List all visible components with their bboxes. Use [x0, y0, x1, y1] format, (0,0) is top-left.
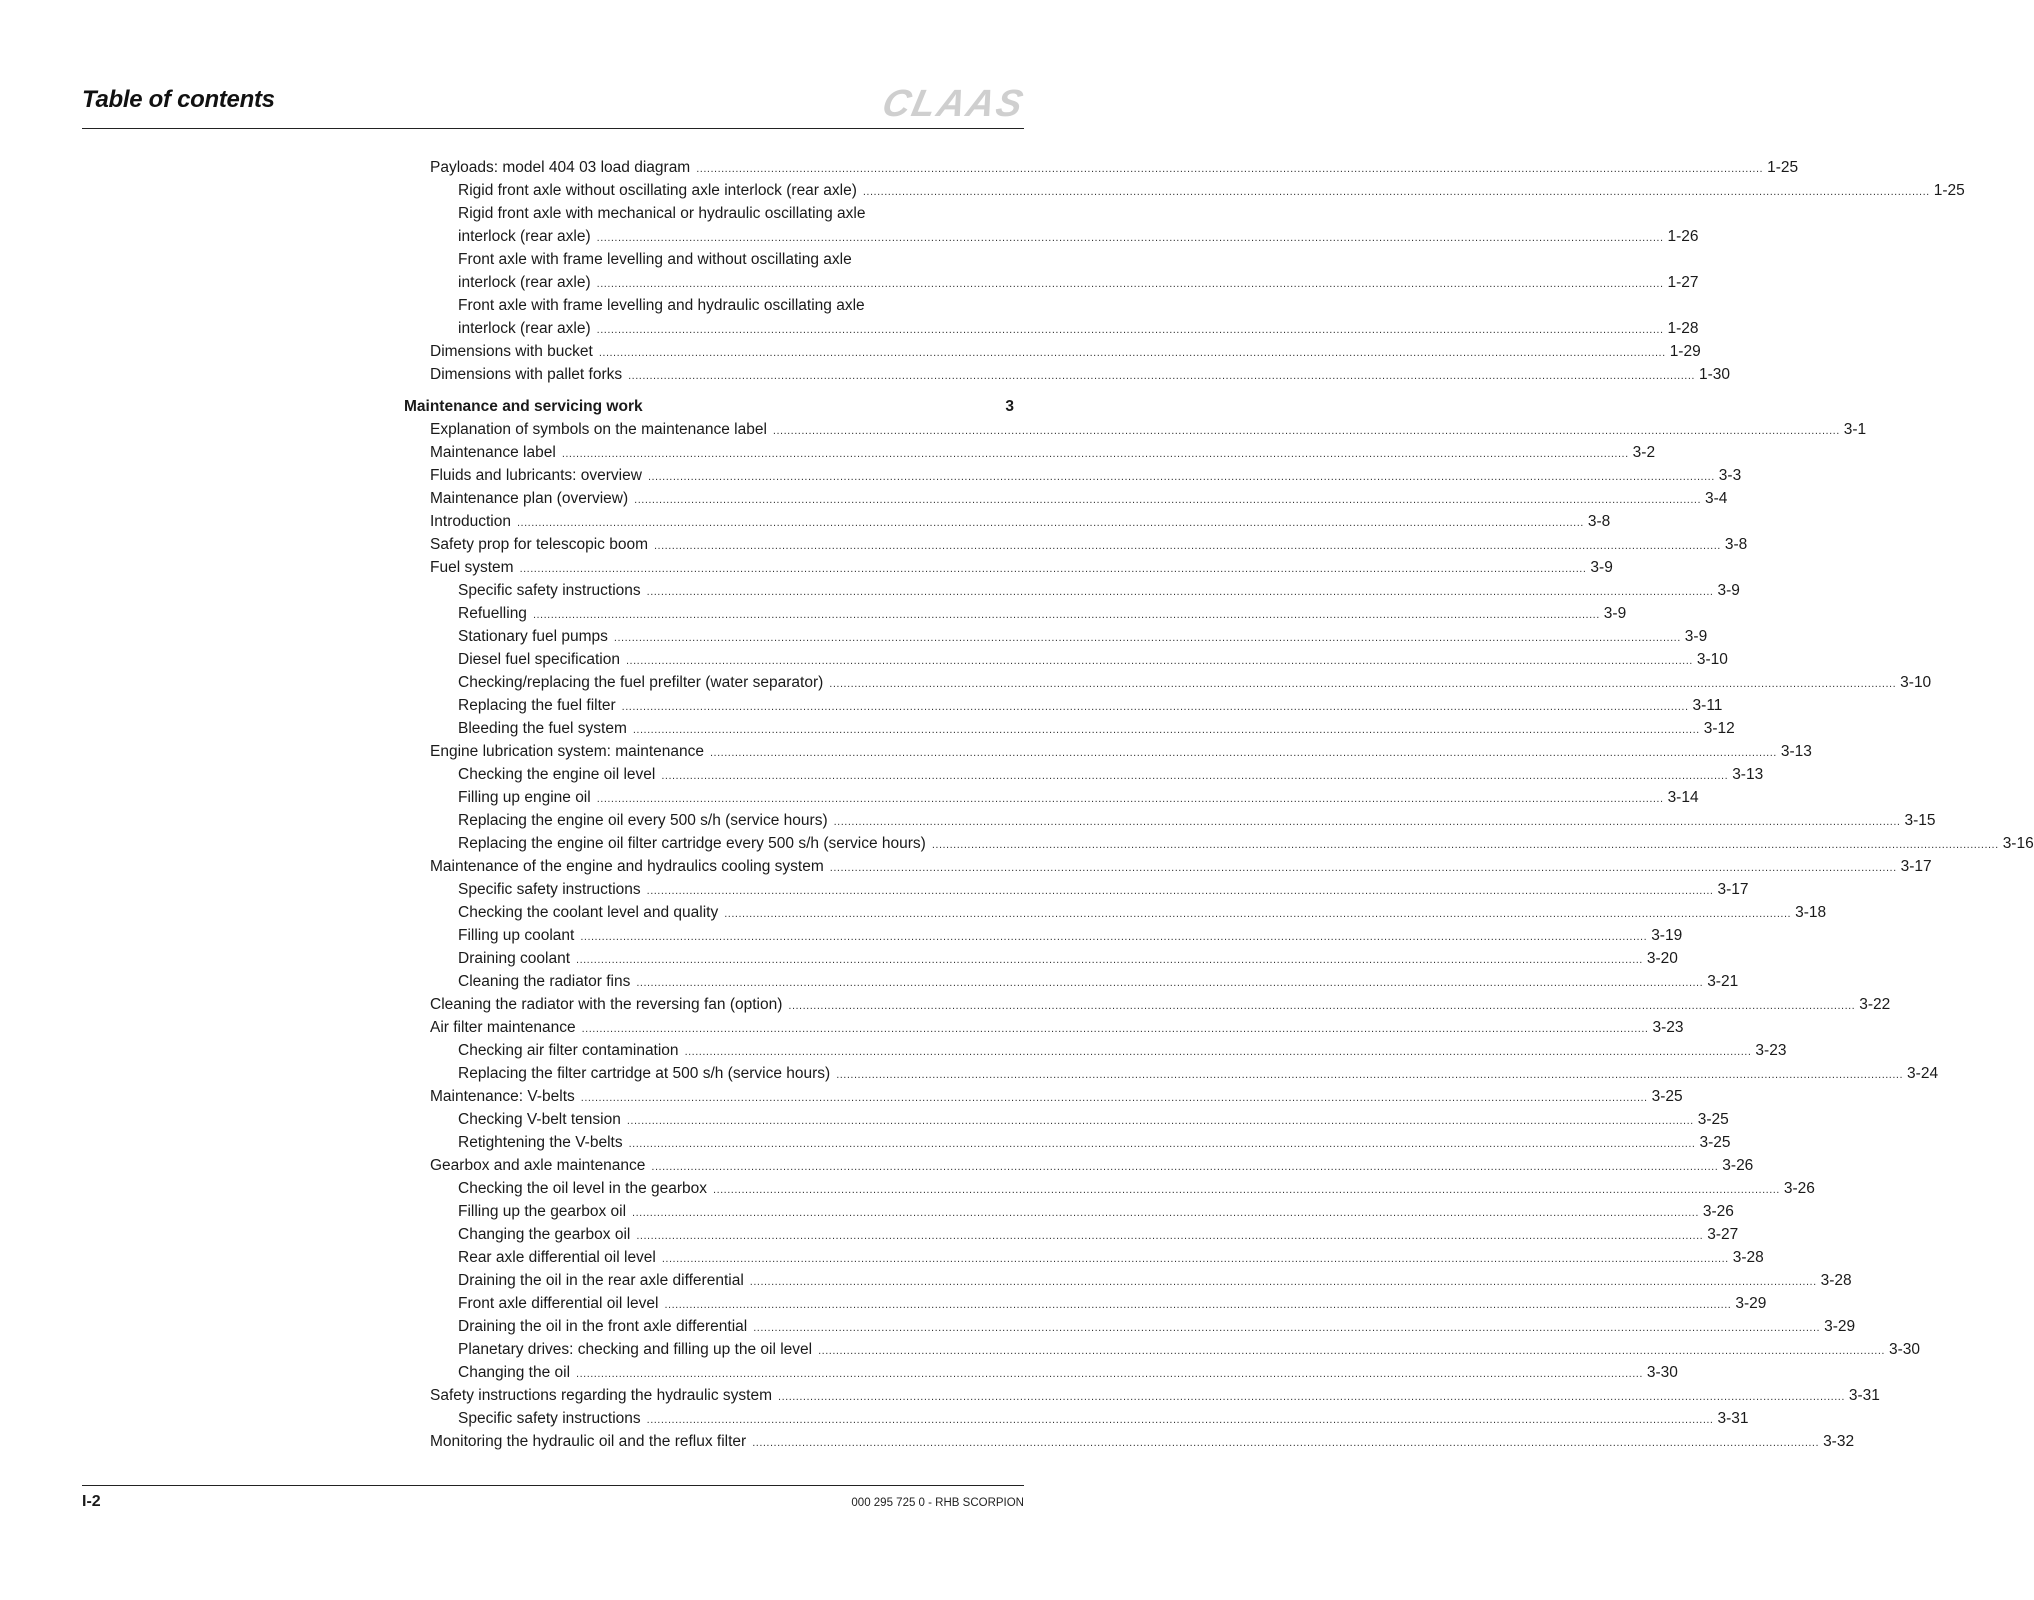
toc-entry-title: Bleeding the fuel system — [458, 720, 627, 737]
toc-entry[interactable] — [404, 271, 1699, 294]
toc-entry-page: 3-15 — [1904, 812, 1936, 829]
toc-entry[interactable] — [404, 947, 1678, 970]
toc-entry-title: Refuelling — [458, 605, 527, 622]
toc-entry[interactable] — [404, 556, 1613, 579]
toc-leader-dots: ............................................................................................................................................................................................................................................................................................................ — [651, 1161, 1719, 1173]
toc-leader-dots: ............................................................................................................................................................................................................................................................................................................ — [788, 1000, 1856, 1012]
page-header — [82, 83, 1029, 128]
toc-entry-title: interlock (rear axle) — [458, 228, 591, 245]
toc-leader-dots: ............................................................................................................................................................................................................................................................................................................ — [580, 1092, 1648, 1104]
table-of-contents — [404, 156, 2034, 1453]
toc-entry-title: Changing the gearbox oil — [458, 1226, 631, 1243]
toc-entry[interactable] — [404, 179, 1965, 202]
toc-entry-page: 3-10 — [1696, 651, 1728, 668]
toc-leader-dots: ............................................................................................................................................................................................................................................................................................................ — [696, 163, 1764, 175]
toc-entry-title: Dimensions with bucket — [430, 343, 593, 360]
toc-entry[interactable] — [404, 317, 1699, 340]
toc-leader-dots: ............................................................................................................................................................................................................................................................................................................ — [598, 347, 1666, 359]
toc-entry[interactable] — [404, 340, 1701, 363]
toc-leader-dots: ............................................................................................................................................................................................................................................................................................................ — [532, 609, 1600, 621]
toc-leader-dots: ............................................................................................................................................................................................................................................................................................................ — [752, 1437, 1820, 1449]
toc-entry-page: 3-31 — [1717, 1410, 1749, 1427]
toc-entry[interactable] — [404, 1200, 1734, 1223]
toc-leader-dots: ............................................................................................................................................................................................................................................................................................................ — [621, 701, 1689, 713]
toc-entry-title: Cleaning the radiator fins — [458, 973, 631, 990]
toc-entry-title: Cleaning the radiator with the reversing fan (option) — [430, 996, 783, 1013]
toc-top-group — [404, 156, 1965, 386]
toc-leader-dots: ............................................................................................................................................................................................................................................................................................................ — [626, 1115, 1694, 1127]
toc-entry[interactable] — [404, 1223, 1739, 1246]
toc-entry-title: Safety prop for telescopic boom — [430, 536, 648, 553]
toc-leader-dots: ............................................................................................................................................................................................................................................................................................................ — [561, 448, 1629, 460]
toc-entry-title: Engine lubrication system: maintenance — [430, 743, 704, 760]
toc-entry-page: 3-30 — [1646, 1364, 1678, 1381]
toc-entry[interactable] — [404, 363, 1730, 386]
toc-entry-page: 1-26 — [1667, 228, 1699, 245]
toc-entry-page: 3-11 — [1692, 697, 1723, 714]
toc-entry-title: Maintenance plan (overview) — [430, 490, 629, 507]
toc-entry-title: Fluids and lubricants: overview — [430, 467, 642, 484]
toc-entry-page: 3-19 — [1651, 927, 1683, 944]
toc-entry-page: 3-21 — [1707, 973, 1739, 990]
toc-entry-title: Rigid front axle with mechanical or hydraulic oscillating axle — [458, 205, 866, 222]
toc-entry-page: 3-29 — [1735, 1295, 1767, 1312]
toc-entry-title: Air filter maintenance — [430, 1019, 576, 1036]
toc-entry-page: 3-10 — [1900, 674, 1932, 691]
toc-leader-dots: ............................................................................................................................................................................................................................................................................................................ — [664, 1299, 1732, 1311]
toc-entry[interactable] — [404, 1016, 1684, 1039]
toc-entry-title: Specific safety instructions — [458, 881, 641, 898]
toc-leader-dots: ............................................................................................................................................................................................................................................................................................................ — [581, 1023, 1649, 1035]
toc-entry-title: Replacing the engine oil every 500 s/h (service hours) — [458, 812, 828, 829]
toc-entry[interactable] — [404, 602, 1627, 625]
toc-entry[interactable] — [404, 970, 1739, 993]
toc-entry-page: 3-23 — [1755, 1042, 1787, 1059]
toc-entry-title: Checking the oil level in the gearbox — [458, 1180, 708, 1197]
toc-entry-page: 3-22 — [1859, 996, 1891, 1013]
toc-leader-dots: ............................................................................................................................................................................................................................................................................................................ — [709, 747, 1777, 759]
toc-section-heading[interactable] — [404, 395, 1024, 418]
toc-entry-page: 1-25 — [1933, 182, 1965, 199]
toc-entry-title: Monitoring the hydraulic oil and the reflux filter — [430, 1433, 747, 1450]
toc-entry[interactable] — [404, 225, 1699, 248]
toc-entry-title: Filling up the gearbox oil — [458, 1203, 627, 1220]
toc-entry-page: 3-3 — [1718, 467, 1742, 484]
toc-leader-dots: ............................................................................................................................................................................................................................................................................................................ — [576, 954, 1643, 966]
toc-leader-dots: ............................................................................................................................................................................................................................................................................................................ — [772, 425, 1840, 437]
toc-entry-title: Maintenance of the engine and hydraulics cooling system — [430, 858, 824, 875]
toc-entry-title: interlock (rear axle) — [458, 274, 591, 291]
toc-leader-dots: ............................................................................................................................................................................................................................................................................................................ — [684, 1046, 1752, 1058]
toc-entry-page: 3-12 — [1703, 720, 1735, 737]
toc-leader-dots: ............................................................................................................................................................................................................................................................................................................ — [724, 908, 1792, 920]
toc-entry[interactable] — [404, 648, 1728, 671]
toc-entry-title: Checking V-belt tension — [458, 1111, 621, 1128]
section-page: 3 — [1005, 398, 1014, 415]
toc-entry-page: 3-8 — [1587, 513, 1611, 530]
toc-entry[interactable] — [404, 740, 1812, 763]
toc-entry[interactable] — [404, 1108, 1729, 1131]
toc-entry-page: 3-24 — [1907, 1065, 1939, 1082]
toc-entry-title: Replacing the engine oil filter cartridge every 500 s/h (service hours) — [458, 835, 926, 852]
toc-leader-dots: ............................................................................................................................................................................................................................................................................................................ — [632, 1207, 1699, 1219]
toc-entry-page: 3-28 — [1732, 1249, 1764, 1266]
toc-leader-dots: ............................................................................................................................................................................................................................................................................................................ — [596, 793, 1664, 805]
toc-entry-title: Replacing the fuel filter — [458, 697, 616, 714]
toc-entry-page: 3-29 — [1824, 1318, 1856, 1335]
toc-entry-page: 3-14 — [1667, 789, 1699, 806]
toc-entry-page: 3-13 — [1732, 766, 1764, 783]
toc-leader-dots: ............................................................................................................................................................................................................................................................................................................ — [646, 1414, 1714, 1426]
header-divider — [82, 128, 1024, 129]
toc-entry-page: 3-2 — [1632, 444, 1656, 461]
toc-leader-dots: ............................................................................................................................................................................................................................................................................................................ — [713, 1184, 1780, 1196]
toc-entry-page: 3-28 — [1820, 1272, 1852, 1289]
toc-entry-title: Checking the coolant level and quality — [458, 904, 719, 921]
toc-leader-dots: ............................................................................................................................................................................................................................................................................................................ — [653, 540, 1721, 552]
toc-entry[interactable] — [404, 1085, 1683, 1108]
toc-entry-page: 3-4 — [1705, 490, 1728, 507]
toc-entry-page: 3-9 — [1717, 582, 1740, 599]
toc-entry-title: Checking/replacing the fuel prefilter (water separator) — [458, 674, 824, 691]
toc-entry[interactable] — [404, 1430, 1855, 1453]
toc-entry[interactable] — [404, 786, 1699, 809]
toc-entry[interactable] — [404, 487, 1728, 510]
toc-leader-dots: ............................................................................................................................................................................................................................................................................................................ — [829, 862, 1897, 874]
toc-entry[interactable] — [404, 294, 1024, 317]
toc-entry-title: Draining the oil in the rear axle differential — [458, 1272, 744, 1289]
toc-entry[interactable] — [404, 671, 1932, 694]
toc-entry-title: Specific safety instructions — [458, 582, 641, 599]
toc-entry-title: Changing the oil — [458, 1364, 571, 1381]
toc-entry-title: Filling up engine oil — [458, 789, 591, 806]
toc-leader-dots: ............................................................................................................................................................................................................................................................................................................ — [596, 232, 1664, 244]
toc-section-group — [404, 418, 2034, 1453]
toc-leader-dots: ............................................................................................................................................................................................................................................................................................................ — [596, 324, 1664, 336]
toc-entry-title: Fuel system — [430, 559, 514, 576]
toc-entry-page: 3-30 — [1888, 1341, 1921, 1358]
toc-entry[interactable] — [404, 832, 2034, 855]
page-title: Table of contents — [82, 86, 275, 113]
toc-leader-dots: ............................................................................................................................................................................................................................................................................................................ — [636, 1230, 1704, 1242]
toc-entry[interactable] — [404, 1361, 1678, 1384]
toc-entry-title: Maintenance: V-belts — [430, 1088, 575, 1105]
toc-leader-dots: ............................................................................................................................................................................................................................................................................................................ — [836, 1069, 1904, 1081]
toc-leader-dots: ............................................................................................................................................................................................................................................................................................................ — [931, 839, 1999, 851]
toc-entry-title: Specific safety instructions — [458, 1410, 641, 1427]
toc-leader-dots: ............................................................................................................................................................................................................................................................................................................ — [517, 517, 1584, 529]
toc-entry-page: 3-31 — [1848, 1387, 1880, 1404]
toc-leader-dots: ............................................................................................................................................................................................................................................................................................................ — [519, 563, 1587, 575]
toc-leader-dots: ............................................................................................................................................................................................................................................................................................................ — [778, 1391, 1845, 1403]
toc-leader-dots: ............................................................................................................................................................................................................................................................................................................ — [862, 186, 1930, 198]
toc-entry-page: 3-9 — [1684, 628, 1708, 645]
toc-entry-title: Planetary drives: checking and filling up the oil level — [458, 1341, 813, 1358]
toc-leader-dots: ............................................................................................................................................................................................................................................................................................................ — [634, 494, 1702, 506]
toc-entry-title: Rear axle differential oil level — [458, 1249, 656, 1266]
page-number: I-2 — [82, 1493, 101, 1510]
toc-entry-page: 3-9 — [1603, 605, 1627, 622]
toc-entry[interactable] — [404, 464, 1742, 487]
toc-entry[interactable] — [404, 1154, 1754, 1177]
toc-entry-title: Front axle with frame levelling and hydraulic oscillating axle — [458, 297, 865, 314]
toc-entry[interactable] — [404, 1246, 1764, 1269]
toc-leader-dots: ............................................................................................................................................................................................................................................................................................................ — [625, 655, 1693, 667]
toc-entry[interactable] — [404, 202, 1024, 225]
toc-entry-page: 3-26 — [1702, 1203, 1734, 1220]
toc-leader-dots: ............................................................................................................................................................................................................................................................................................................ — [833, 816, 1901, 828]
toc-entry-page: 3-25 — [1651, 1088, 1683, 1105]
toc-leader-dots: ............................................................................................................................................................................................................................................................................................................ — [646, 885, 1714, 897]
toc-entry[interactable] — [404, 248, 1024, 271]
toc-entry[interactable] — [404, 694, 1723, 717]
toc-entry[interactable] — [404, 763, 1764, 786]
toc-entry[interactable] — [404, 441, 1656, 464]
toc-leader-dots: ............................................................................................................................................................................................................................................................................................................ — [628, 1138, 1696, 1150]
toc-entry[interactable] — [404, 924, 1683, 947]
toc-leader-dots: ............................................................................................................................................................................................................................................................................................................ — [613, 632, 1681, 644]
section-title: Maintenance and servicing work — [404, 398, 643, 415]
toc-entry-title: interlock (rear axle) — [458, 320, 591, 337]
toc-entry-page: 1-28 — [1667, 320, 1699, 337]
toc-entry-page: 3-23 — [1652, 1019, 1684, 1036]
toc-entry-page: 3-25 — [1697, 1111, 1729, 1128]
toc-entry[interactable] — [404, 510, 1611, 533]
toc-entry-page: 3-9 — [1590, 559, 1613, 576]
toc-entry[interactable] — [404, 625, 1708, 648]
toc-entry-page: 3-20 — [1646, 950, 1678, 967]
toc-entry[interactable] — [404, 1039, 1787, 1062]
toc-leader-dots: ............................................................................................................................................................................................................................................................................................................ — [753, 1322, 1821, 1334]
toc-entry[interactable] — [404, 418, 1867, 441]
toc-entry-title: Draining coolant — [458, 950, 571, 967]
toc-entry-page: 1-29 — [1669, 343, 1701, 360]
toc-entry-page: 1-25 — [1767, 159, 1799, 176]
toc-entry[interactable] — [404, 1062, 1939, 1085]
document-id: 000 295 725 0 - RHB SCORPION — [851, 1497, 1024, 1509]
toc-entry-page: 3-32 — [1823, 1433, 1855, 1450]
toc-entry[interactable] — [404, 1384, 1880, 1407]
toc-entry-page: 1-30 — [1698, 366, 1730, 383]
toc-entry[interactable] — [404, 993, 1891, 1016]
toc-entry-title: Maintenance label — [430, 444, 556, 461]
toc-entry-title: Safety instructions regarding the hydraulic system — [430, 1387, 773, 1404]
toc-entry-page: 3-26 — [1722, 1157, 1754, 1174]
toc-entry[interactable] — [404, 1131, 1731, 1154]
toc-entry-title: Draining the oil in the front axle differential — [458, 1318, 748, 1335]
toc-entry-title: Front axle differential oil level — [458, 1295, 659, 1312]
toc-entry-page: 3-8 — [1724, 536, 1748, 553]
claas-logo: CLAAS — [878, 83, 1029, 125]
toc-entry-title: Rigid front axle without oscillating axle interlock (rear axle) — [458, 182, 857, 199]
toc-entry-title: Dimensions with pallet forks — [430, 366, 623, 383]
toc-entry[interactable] — [404, 1177, 1815, 1200]
toc-entry[interactable] — [404, 1269, 1852, 1292]
toc-entry[interactable] — [404, 717, 1735, 740]
toc-entry-title: Explanation of symbols on the maintenance label — [430, 421, 767, 438]
toc-leader-dots: ............................................................................................................................................................................................................................................................................................................ — [646, 586, 1714, 598]
toc-entry[interactable] — [404, 855, 1932, 878]
toc-leader-dots: ............................................................................................................................................................................................................................................................................................................ — [749, 1276, 1817, 1288]
toc-entry-page: 3-25 — [1699, 1134, 1731, 1151]
toc-entry-page: 3-26 — [1783, 1180, 1815, 1197]
footer-divider — [82, 1485, 1024, 1486]
toc-entry-page: 3-16 — [2002, 835, 2034, 852]
toc-entry[interactable] — [404, 1292, 1767, 1315]
toc-entry[interactable] — [404, 809, 1936, 832]
toc-entry-title: Checking the engine oil level — [458, 766, 656, 783]
toc-entry-title: Diesel fuel specification — [458, 651, 620, 668]
toc-entry-title: Checking air filter contamination — [458, 1042, 679, 1059]
toc-entry-title: Introduction — [430, 513, 511, 530]
toc-entry[interactable] — [404, 901, 1827, 924]
toc-entry-page: 3-18 — [1795, 904, 1827, 921]
toc-entry-page: 3-17 — [1717, 881, 1749, 898]
toc-entry[interactable] — [404, 878, 1749, 901]
toc-entry[interactable] — [404, 1315, 1856, 1338]
toc-leader-dots: ............................................................................................................................................................................................................................................................................................................ — [596, 278, 1664, 290]
toc-entry[interactable] — [404, 533, 1748, 556]
toc-entry-page: 3-17 — [1900, 858, 1932, 875]
toc-entry-title: Retightening the V-belts — [458, 1134, 623, 1151]
toc-leader-dots: ............................................................................................................................................................................................................................................................................................................ — [632, 724, 1700, 736]
toc-leader-dots: ............................................................................................................................................................................................................................................................................................................ — [576, 1368, 1643, 1380]
toc-entry-title: Gearbox and axle maintenance — [430, 1157, 646, 1174]
toc-entry-title: Payloads: model 404 03 load diagram — [430, 159, 691, 176]
toc-entry-title: Front axle with frame levelling and without oscillating axle — [458, 251, 852, 268]
toc-entry-page: 1-27 — [1667, 274, 1699, 291]
toc-entry-title: Replacing the filter cartridge at 500 s/h (service hours) — [458, 1065, 831, 1082]
toc-leader-dots: ............................................................................................................................................................................................................................................................................................................ — [580, 931, 1648, 943]
toc-entry-page: 3-13 — [1780, 743, 1812, 760]
toc-leader-dots: ............................................................................................................................................................................................................................................................................................................ — [661, 1253, 1729, 1265]
toc-leader-dots: ............................................................................................................................................................................................................................................................................................................ — [829, 678, 1897, 690]
toc-entry-page: 3-27 — [1707, 1226, 1739, 1243]
toc-leader-dots: ............................................................................................................................................................................................................................................................................................................ — [636, 977, 1704, 989]
toc-entry[interactable] — [404, 579, 1740, 602]
toc-leader-dots: ............................................................................................................................................................................................................................................................................................................ — [647, 471, 1715, 483]
toc-leader-dots: ............................................................................................................................................................................................................................................................................................................ — [628, 370, 1695, 382]
toc-entry-title: Stationary fuel pumps — [458, 628, 608, 645]
toc-entry-title: Filling up coolant — [458, 927, 575, 944]
toc-entry[interactable] — [404, 1407, 1749, 1430]
toc-leader-dots: ............................................................................................................................................................................................................................................................................................................ — [661, 770, 1729, 782]
toc-entry-page: 3-1 — [1843, 421, 1867, 438]
toc-entry[interactable] — [404, 156, 1799, 179]
toc-entry[interactable] — [404, 1338, 1921, 1361]
toc-leader-dots: ............................................................................................................................................................................................................................................................................................................ — [818, 1345, 1885, 1357]
